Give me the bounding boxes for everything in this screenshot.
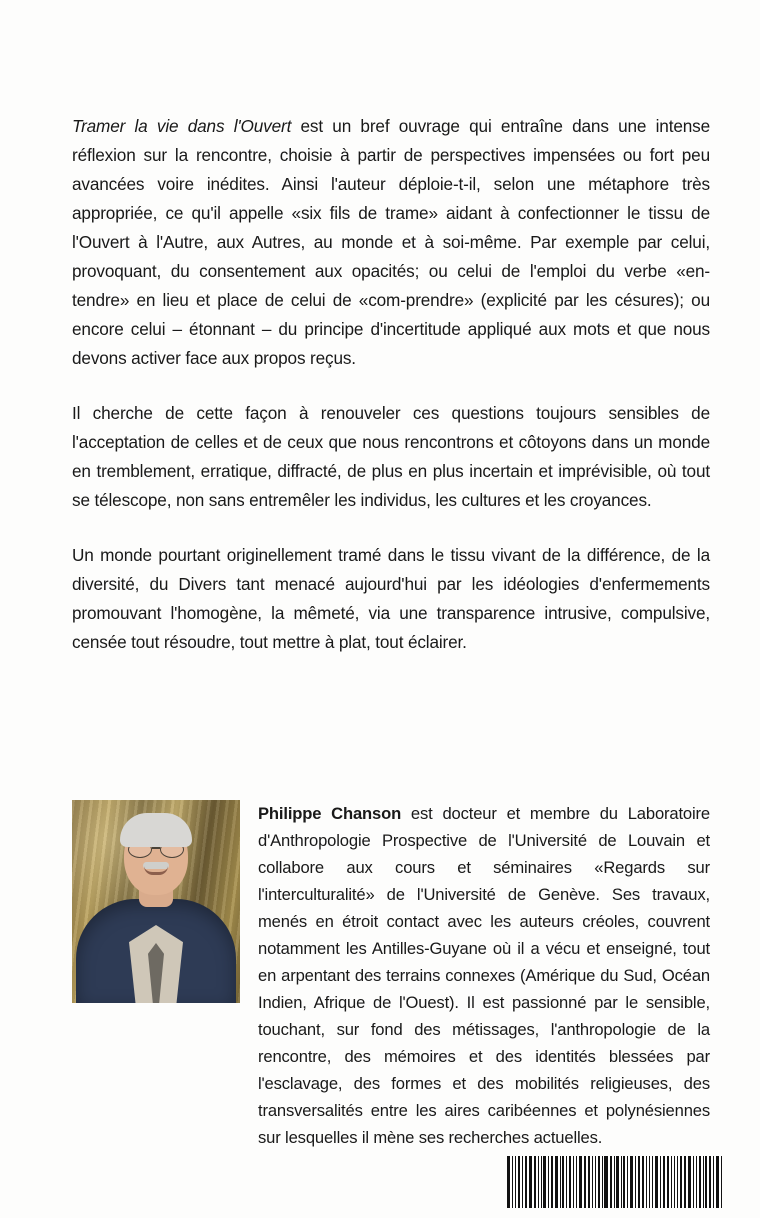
barcode-bar xyxy=(569,1156,571,1208)
barcode-bar xyxy=(548,1156,550,1208)
author-bio-paragraph xyxy=(258,800,710,1151)
barcode-bar xyxy=(709,1156,711,1208)
barcode-bar xyxy=(688,1156,691,1208)
barcode xyxy=(507,1156,722,1208)
barcode-bar xyxy=(696,1156,698,1208)
barcode-bar xyxy=(677,1156,678,1208)
barcode-bar xyxy=(573,1156,575,1208)
barcode-bar xyxy=(507,1156,510,1208)
barcode-bar xyxy=(713,1156,714,1208)
paragraph-1-body: est un bref ouvrage qui entraîne dans une intense réflexion sur la rencontre, choisie à partir de perspectives impensées ou fort peu avancées voire inédites. Ainsi l'auteur déploie-t-il, selon une métaphore très appropriée, ce qu'il appelle «six fils de trame» aidant à confectionner le tissu de l'Ouvert à l'Autre, aux Autres, au monde et à soi-même. Par exemple par celui, provoquant, du consentement aux opacités; ou celui de l'emploi du verbe «en-tendre» en lieu et place de celui de «com-prendre» (explicité par les césures); ou encore celui – étonnant – du principe d'incertitude appliqué aux mots et que nous devons activer face aux propos reçus. xyxy=(72,116,710,368)
paragraph-3: Un monde pourtant originellement tramé dans le tissu vivant de la différence, de la diversité, du Divers tant menacé aujourd'hui par les idéologies d'enfermements promouvant l'homogène, la mêmeté, via une transparence intrusive, compulsive, censée tout résoudre, tout mettre à plat, tout éclairer. xyxy=(72,545,710,652)
barcode-bar xyxy=(716,1156,719,1208)
barcode-bar xyxy=(663,1156,665,1208)
barcode-bar xyxy=(541,1156,542,1208)
barcode-bar xyxy=(699,1156,701,1208)
barcode-bar xyxy=(598,1156,600,1208)
paragraph-2: Il cherche de cette façon à renouveler ces questions toujours sensibles de l'acceptation de celles et de ceux que nous rencontrons et côtoyons dans un monde en tremblement, erratique, diffracté, de plus en plus incertain et imprévisible, où tout se télescope, non sans entremêler les individus, les cultures et les croyances. xyxy=(72,403,710,510)
barcode-bar xyxy=(579,1156,582,1208)
barcode-bar xyxy=(525,1156,527,1208)
barcode-bar xyxy=(635,1156,636,1208)
barcode-bar xyxy=(512,1156,514,1208)
barcode-bar xyxy=(623,1156,625,1208)
barcode-bar xyxy=(616,1156,618,1208)
author-portrait xyxy=(72,800,240,1003)
barcode-bar xyxy=(610,1156,612,1208)
portrait-hair xyxy=(120,813,192,847)
blurb-text-block xyxy=(72,112,710,657)
barcode-bar xyxy=(652,1156,653,1208)
barcode-bar xyxy=(630,1156,633,1208)
barcode-bar xyxy=(604,1156,608,1208)
author-bio-text xyxy=(258,800,710,1151)
barcode-bar xyxy=(646,1156,647,1208)
barcode-bar xyxy=(515,1156,516,1208)
barcode-bar xyxy=(642,1156,644,1208)
barcode-bar xyxy=(705,1156,707,1208)
barcode-bar xyxy=(667,1156,669,1208)
barcode-bar xyxy=(671,1156,672,1208)
barcode-bar xyxy=(562,1156,564,1208)
barcode-bar xyxy=(602,1156,603,1208)
barcode-bar xyxy=(621,1156,622,1208)
barcode-bar xyxy=(555,1156,558,1208)
barcode-bar xyxy=(649,1156,651,1208)
portrait-figure xyxy=(72,875,240,1003)
barcode-bar xyxy=(584,1156,586,1208)
barcode-bar xyxy=(684,1156,686,1208)
barcode-bar xyxy=(543,1156,545,1208)
barcode-bar xyxy=(592,1156,593,1208)
barcode-bar xyxy=(660,1156,662,1208)
barcode-bar xyxy=(529,1156,533,1208)
author-bio-block xyxy=(72,800,710,1151)
barcode-bar xyxy=(627,1156,629,1208)
barcode-bar xyxy=(614,1156,615,1208)
barcode-bar xyxy=(588,1156,590,1208)
barcode-bar xyxy=(680,1156,682,1208)
barcode-bar xyxy=(595,1156,597,1208)
barcode-bar xyxy=(638,1156,640,1208)
barcode-bar xyxy=(693,1156,694,1208)
barcode-bar xyxy=(538,1156,539,1208)
barcode-bar xyxy=(566,1156,567,1208)
barcode-bar xyxy=(674,1156,676,1208)
barcode-bar xyxy=(518,1156,520,1208)
barcode-bar xyxy=(522,1156,523,1208)
barcode-bar xyxy=(703,1156,704,1208)
barcode-bar xyxy=(721,1156,723,1208)
author-bio-body: est docteur et membre du Laboratoire d'Anthropologie Prospective de l'Université de Louvain et collabore aux cours et séminaires «Regards sur l'interculturalité» de l'Université de Genève. Ses travaux, menés en étroit contact avec les auteurs créoles, couvrent notamment les Antilles-Guyane où il a vécu et enseigné, tout en arpentant des terrains connexes (Amérique du Sud, Océan Indien, Afrique de l'Ouest). Il est passionné par le sensible, touchant, sur fond des métissages, l'anthropologie de la rencontre, des mémoires et des identités blessées par l'esclavage, des formes et des mobilités religieuses, des transversalités entre les aires caribéennes et polynésiennes sur lesquelles il mène ses recherches actuelles. xyxy=(258,804,711,1147)
barcode-bar xyxy=(560,1156,561,1208)
paragraph-1 xyxy=(72,112,710,373)
barcode-bar xyxy=(534,1156,536,1208)
barcode-bar xyxy=(551,1156,553,1208)
author-name: Philippe Chanson xyxy=(258,804,402,823)
book-title-italic: Tramer la vie dans l'Ouvert xyxy=(72,116,292,136)
barcode-bar xyxy=(655,1156,658,1208)
barcode-bar xyxy=(576,1156,577,1208)
